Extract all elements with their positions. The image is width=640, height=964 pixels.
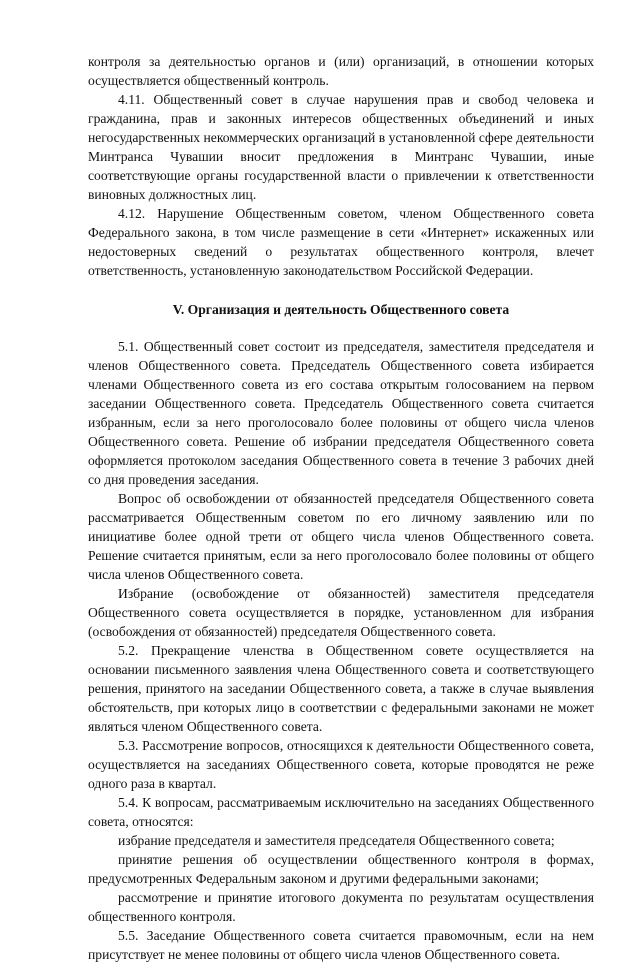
section-heading: V. Организация и деятельность Общественного совета [172,302,510,317]
paragraph-5-1: 5.1. Общественный совет состоит из председателя, заместителя председателя и членов Общественного совета. Председатель Общественного совета избирается членами Общественного совета из его состава открытым голосованием на первом заседании Общественного совета. Председатель Общественного совета считается избранным, если за него проголосовало более половины от общего числа членов Общественного совета. Решение об избрании председателя Общественного совета оформляется протоколом заседания Общественного совета в течение 3 рабочих дней со дня проведения заседания. [88,339,594,487]
paragraph-5-3: 5.3. Рассмотрение вопросов, относящихся к деятельности Общественного совета, осуществляется на заседаниях Общественного совета, которые проводятся не реже одного раза в квартал. [88,738,594,791]
paragraph-chairman-release: Вопрос об освобождении от обязанностей председателя Общественного совета рассматривается Общественным советом по его личному заявлению или по инициативе более одной трети от общего числа членов Общественного совета. Решение считается принятым, если за него проголосовало более половины от общего числа членов Общественного совета. [88,491,594,582]
list-item-control-decision: принятие решения об осуществлении общественного контроля в формах, предусмотренных Федеральным законом и другими федеральными законами; [88,852,594,886]
list-item-election: избрание председателя и заместителя председателя Общественного совета; [118,833,555,848]
paragraph-4-11: 4.11. Общественный совет в случае нарушения прав и свобод человека и гражданина, прав и законных интересов общественных объединений и иных негосударственных некоммерческих организаций в установленной сфере деятельности Минтранса Чувашии вносит предложения в Минтранс Чувашии, иные соответствующие органы государственной власти о привлечении к ответственности виновных должностных лиц. [88,92,594,202]
paragraph-5-5: 5.5. Заседание Общественного совета считается правомочным, если на нем присутствует не менее половины от общего числа членов Общественного совета. [88,928,594,962]
paragraph-4-12: 4.12. Нарушение Общественным советом, членом Общественного совета Федерального закона, в том числе размещение в сети «Интернет» искаженных или недостоверных сведений о результатах общественного контроля, влечет ответственность, установленную законодательством Российской Федерации. [88,206,594,278]
list-item-final-document: рассмотрение и принятие итогового документа по результатам осуществления общественного контроля. [88,890,594,924]
paragraph-deputy-election: Избрание (освобождение от обязанностей) заместителя председателя Общественного совета осуществляется в порядке, установленном для избрания (освобождения от обязанностей) председателя Общественного совета. [88,586,594,639]
paragraph-4-10-continuation: контроля за деятельностью органов и (или) организаций, в отношении которых осуществляется общественный контроль. [88,54,594,88]
paragraph-5-4: 5.4. К вопросам, рассматриваемым исключительно на заседаниях Общественного совета, относятся: [88,795,594,829]
paragraph-5-2: 5.2. Прекращение членства в Общественном совете осуществляется на основании письменного заявления члена Общественного совета и соответствующего решения, принятого на заседании Общественного совета, а также в случае выявления обстоятельств, при которых лицо в соответствии с федеральными законами не может являться членом Общественного совета. [88,643,594,734]
document-page [88,52,594,964]
